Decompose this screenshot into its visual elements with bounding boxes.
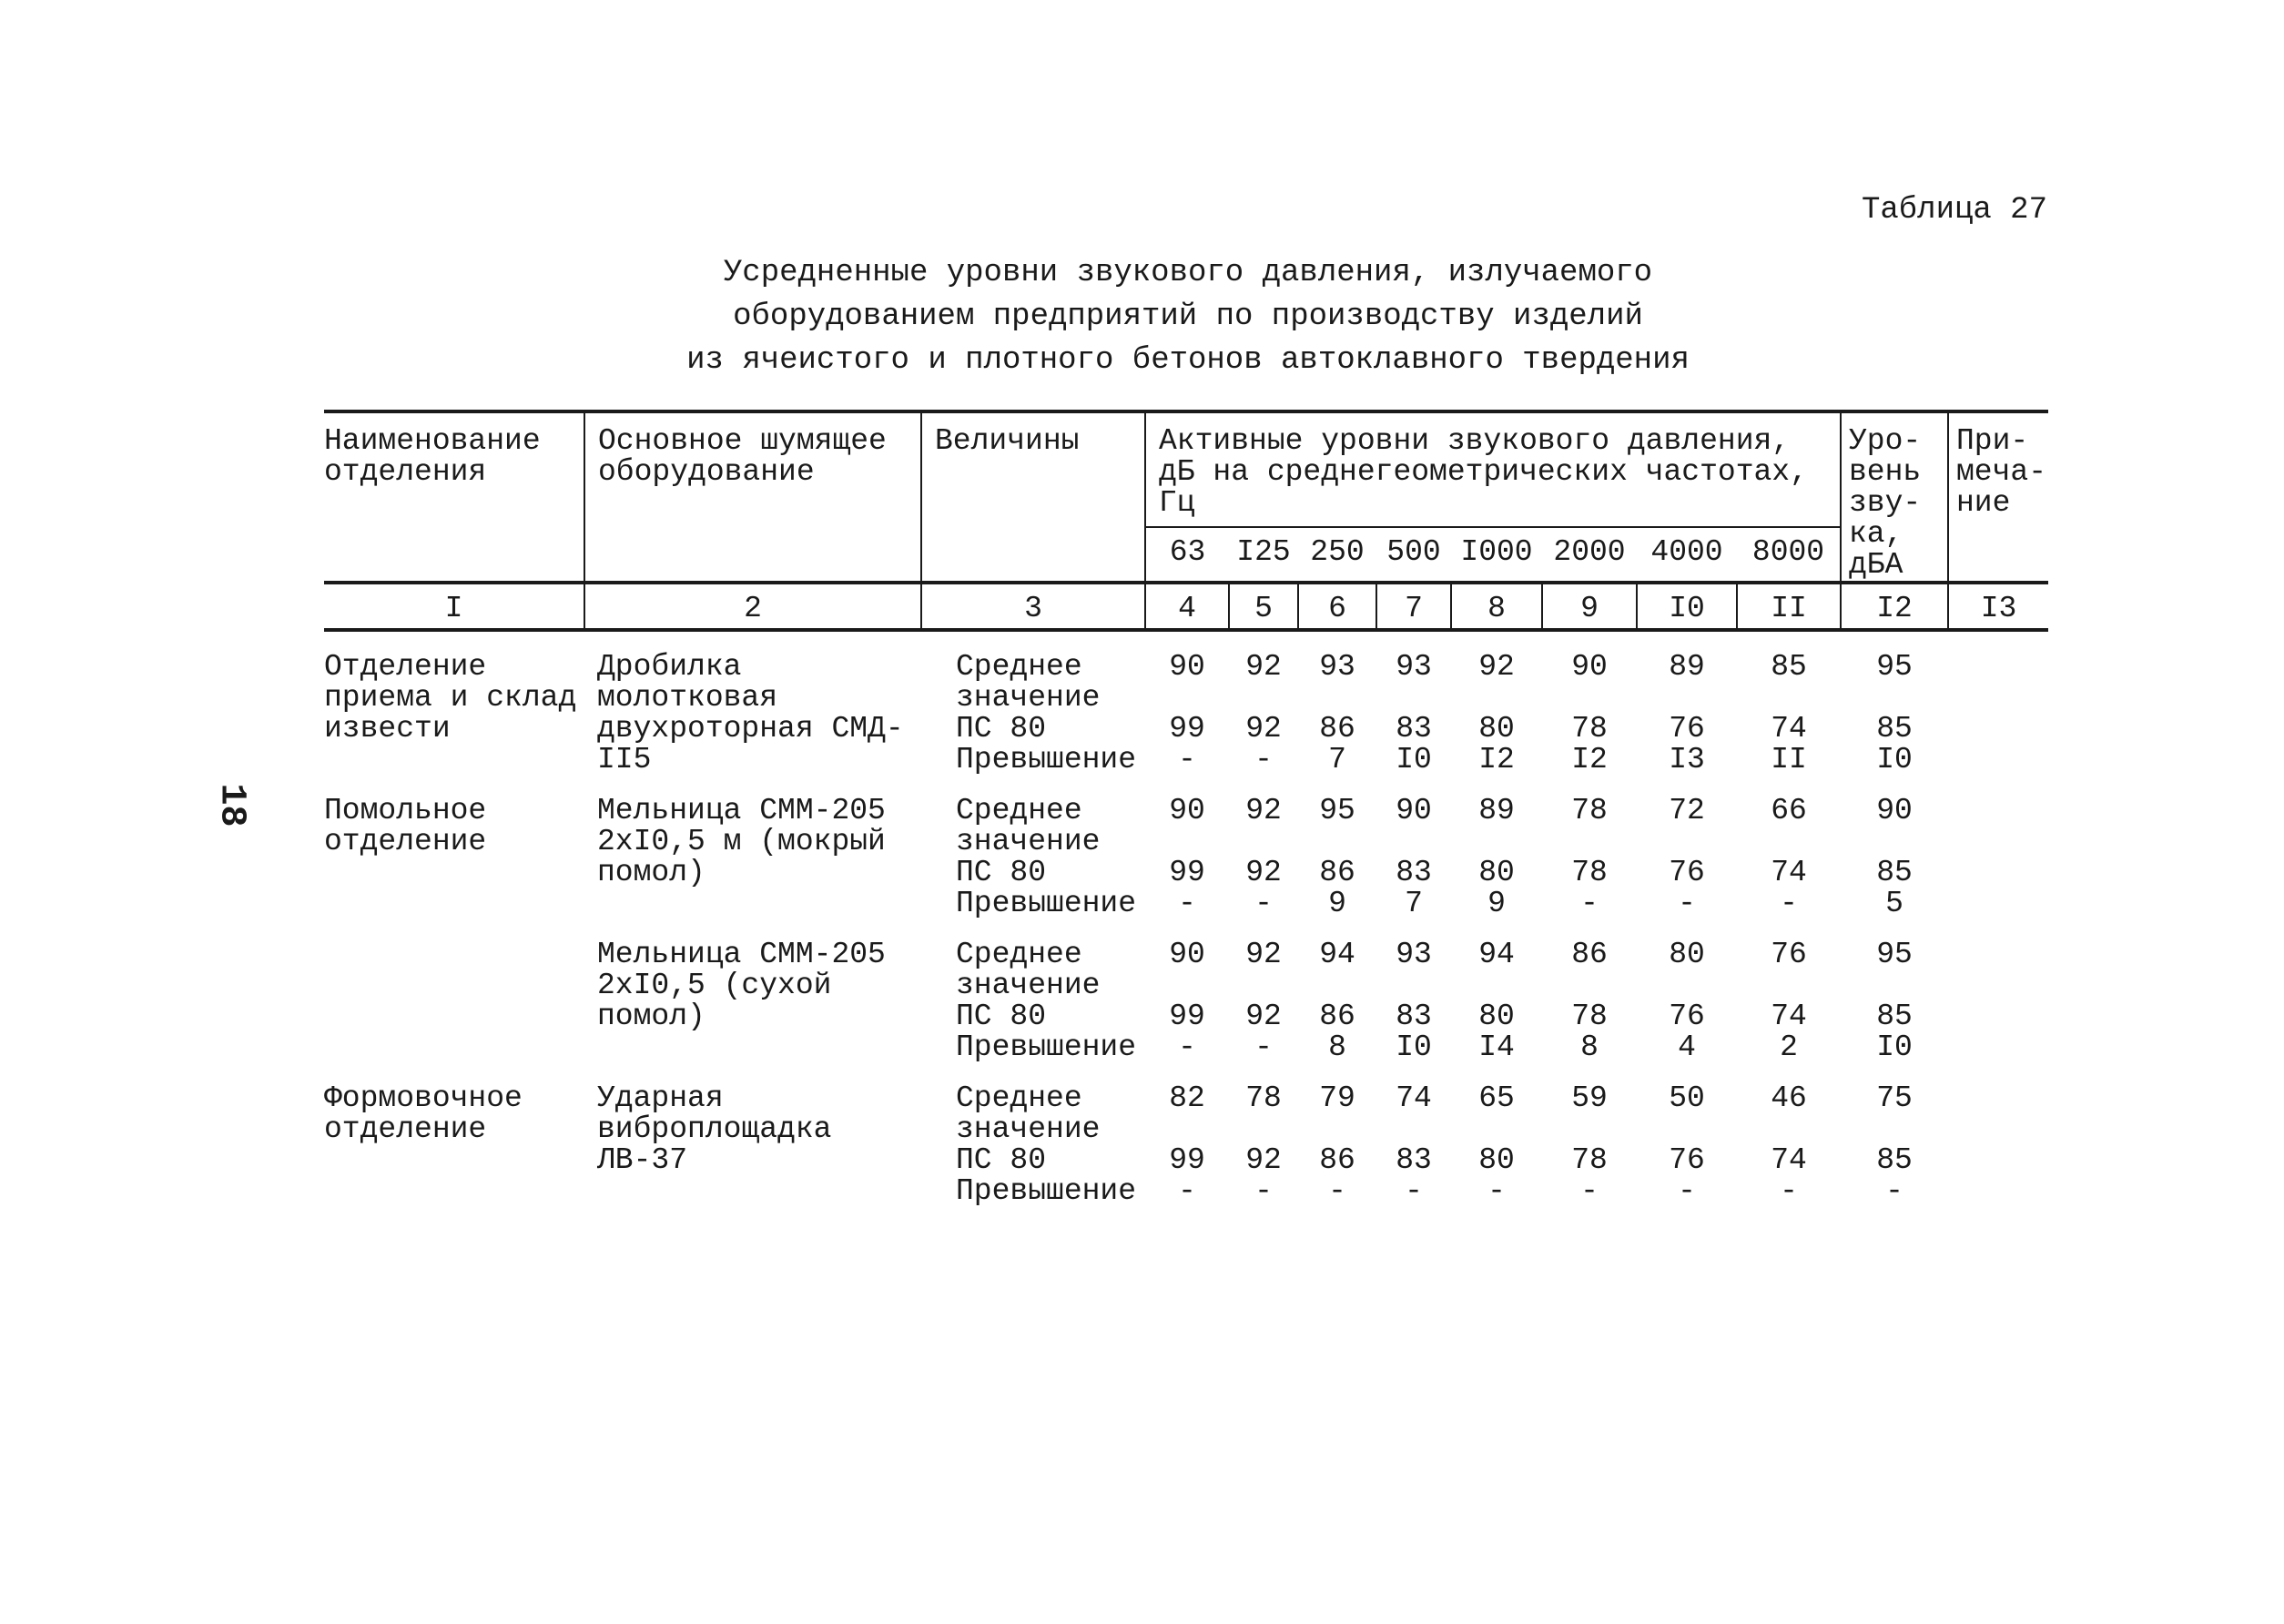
column-number: I2 bbox=[1841, 583, 1948, 630]
level-value: 59 bbox=[1571, 1081, 1608, 1115]
level-value: 95 bbox=[1319, 794, 1355, 827]
level-value: 92 bbox=[1245, 794, 1282, 827]
equipment-name: Ударная виброплощадка ЛВ-37 bbox=[597, 1081, 832, 1177]
level-value: 94 bbox=[1478, 938, 1515, 971]
level-value: - bbox=[1254, 1030, 1273, 1064]
sound-level-value: I0 bbox=[1876, 1030, 1913, 1064]
quantity-label: Среднее значение bbox=[956, 794, 1101, 858]
level-value: - bbox=[1254, 1174, 1273, 1208]
note-cell bbox=[1948, 1176, 2048, 1207]
column-number: I0 bbox=[1637, 583, 1737, 630]
level-value: I0 bbox=[1396, 1030, 1432, 1064]
quantity-label: ПС 80 bbox=[956, 1000, 1047, 1033]
note-cell bbox=[1948, 1145, 2048, 1176]
quantity-label: Превышение bbox=[956, 1030, 1137, 1064]
level-value: 92 bbox=[1478, 650, 1515, 684]
table-row bbox=[324, 939, 2048, 1001]
level-value: 94 bbox=[1319, 938, 1355, 971]
level-value: 92 bbox=[1245, 938, 1282, 971]
quantity-label: Среднее значение bbox=[956, 650, 1101, 715]
column-number: I3 bbox=[1948, 583, 2048, 630]
column-number-row bbox=[324, 583, 2048, 630]
level-value: 8 bbox=[1328, 1030, 1346, 1064]
header-quantity: Величины bbox=[921, 411, 1145, 583]
level-value: I2 bbox=[1478, 743, 1515, 776]
sound-level-value: 95 bbox=[1876, 650, 1913, 684]
frequency-header: 63 bbox=[1145, 527, 1229, 583]
frequency-header: I25 bbox=[1229, 527, 1298, 583]
level-value: 79 bbox=[1319, 1081, 1355, 1115]
level-value: 99 bbox=[1169, 856, 1205, 889]
level-value: - bbox=[1254, 743, 1273, 776]
level-value: 86 bbox=[1319, 1143, 1355, 1177]
level-value: 78 bbox=[1571, 794, 1608, 827]
column-number: 8 bbox=[1451, 583, 1542, 630]
quantity-label: Превышение bbox=[956, 743, 1137, 776]
level-value: II bbox=[1771, 743, 1807, 776]
level-value: 78 bbox=[1571, 856, 1608, 889]
level-value: 90 bbox=[1169, 794, 1205, 827]
frequency-header: 8000 bbox=[1737, 527, 1841, 583]
level-value: 93 bbox=[1396, 938, 1432, 971]
department-name: Помольное отделение bbox=[324, 794, 487, 858]
quantity-label: Среднее значение bbox=[956, 938, 1101, 1002]
level-value: 7 bbox=[1405, 887, 1423, 920]
level-value: 76 bbox=[1669, 1143, 1705, 1177]
table-body bbox=[324, 630, 2048, 1227]
level-value: 99 bbox=[1169, 712, 1205, 746]
level-value: - bbox=[1178, 887, 1196, 920]
level-value: 83 bbox=[1396, 1000, 1432, 1033]
quantity-label: ПС 80 bbox=[956, 712, 1047, 746]
department-name bbox=[324, 939, 584, 1063]
column-number: 3 bbox=[921, 583, 1145, 630]
level-value: 92 bbox=[1245, 1143, 1282, 1177]
level-value: 80 bbox=[1478, 1143, 1515, 1177]
header-notes: При-меча-ние bbox=[1948, 411, 2048, 583]
level-value: 92 bbox=[1245, 1000, 1282, 1033]
level-value: 74 bbox=[1771, 856, 1807, 889]
frequency-header: I000 bbox=[1451, 527, 1542, 583]
level-value: - bbox=[1254, 887, 1273, 920]
frequency-header: 250 bbox=[1298, 527, 1376, 583]
level-value: 66 bbox=[1771, 794, 1807, 827]
header-department: Наименование отделения bbox=[324, 411, 584, 583]
noise-levels-table bbox=[324, 410, 2048, 1227]
level-value: - bbox=[1780, 1174, 1798, 1208]
level-value: 99 bbox=[1169, 1000, 1205, 1033]
header-sound-level: Уро-вень зву-ка, дБА bbox=[1841, 411, 1948, 583]
note-cell bbox=[1948, 939, 2048, 1001]
title-line: из ячеистого и плотного бетонов автоклавного твердения bbox=[686, 343, 1690, 378]
note-cell bbox=[1948, 652, 2048, 714]
level-value: 76 bbox=[1771, 938, 1807, 971]
level-value: - bbox=[1780, 887, 1798, 920]
sound-level-value: 5 bbox=[1885, 887, 1903, 920]
level-value: 72 bbox=[1669, 794, 1705, 827]
level-value: 92 bbox=[1245, 712, 1282, 746]
sound-level-value: I0 bbox=[1876, 743, 1913, 776]
note-cell bbox=[1948, 888, 2048, 919]
frequency-header: 2000 bbox=[1542, 527, 1637, 583]
equipment-name: Мельница СММ-205 2хI0,5 (сухой помол) bbox=[597, 938, 886, 1033]
frequency-header: 4000 bbox=[1637, 527, 1737, 583]
note-cell bbox=[1948, 714, 2048, 745]
level-value: 9 bbox=[1328, 887, 1346, 920]
column-number: 9 bbox=[1542, 583, 1637, 630]
quantity-label: ПС 80 bbox=[956, 1143, 1047, 1177]
column-number: 7 bbox=[1376, 583, 1451, 630]
level-value: 2 bbox=[1780, 1030, 1798, 1064]
note-cell bbox=[1948, 858, 2048, 888]
level-value: 80 bbox=[1669, 938, 1705, 971]
level-value: 4 bbox=[1678, 1030, 1696, 1064]
level-value: 76 bbox=[1669, 1000, 1705, 1033]
sound-level-value: 85 bbox=[1876, 712, 1913, 746]
equipment-name: Мельница СММ-205 2хI0,5 м (мокрый помол) bbox=[597, 794, 886, 889]
department-name: Отделение приема и склад извести bbox=[324, 650, 577, 746]
level-value: 50 bbox=[1669, 1081, 1705, 1115]
level-value: - bbox=[1178, 1030, 1196, 1064]
level-value: 74 bbox=[1396, 1081, 1432, 1115]
header-equipment: Основное шумящее оборудование bbox=[584, 411, 921, 583]
sound-level-value: 85 bbox=[1876, 1000, 1913, 1033]
level-value: 86 bbox=[1319, 856, 1355, 889]
sound-level-value: 75 bbox=[1876, 1081, 1913, 1115]
level-value: 74 bbox=[1771, 712, 1807, 746]
level-value: 89 bbox=[1669, 650, 1705, 684]
column-number: 4 bbox=[1145, 583, 1229, 630]
level-value: 80 bbox=[1478, 1000, 1515, 1033]
quantity-label: Превышение bbox=[956, 887, 1137, 920]
sound-level-value: 90 bbox=[1876, 794, 1913, 827]
level-value: 90 bbox=[1169, 650, 1205, 684]
level-value: 76 bbox=[1669, 856, 1705, 889]
level-value: 78 bbox=[1571, 712, 1608, 746]
level-value: - bbox=[1178, 743, 1196, 776]
level-value: 82 bbox=[1169, 1081, 1205, 1115]
level-value: I2 bbox=[1571, 743, 1608, 776]
sound-level-value: - bbox=[1885, 1174, 1903, 1208]
level-value: 76 bbox=[1669, 712, 1705, 746]
column-number: II bbox=[1737, 583, 1841, 630]
quantity-label: ПС 80 bbox=[956, 856, 1047, 889]
level-value: I4 bbox=[1478, 1030, 1515, 1064]
level-value: - bbox=[1178, 1174, 1196, 1208]
sound-level-value: 85 bbox=[1876, 856, 1913, 889]
level-value: 83 bbox=[1396, 856, 1432, 889]
level-value: 99 bbox=[1169, 1143, 1205, 1177]
table-row bbox=[324, 796, 2048, 858]
level-value: 83 bbox=[1396, 712, 1432, 746]
level-value: - bbox=[1678, 887, 1696, 920]
level-value: - bbox=[1487, 1174, 1506, 1208]
level-value: 92 bbox=[1245, 650, 1282, 684]
note-cell bbox=[1948, 1001, 2048, 1032]
level-value: 85 bbox=[1771, 650, 1807, 684]
column-number: 6 bbox=[1298, 583, 1376, 630]
level-value: 86 bbox=[1319, 712, 1355, 746]
sound-level-value: 95 bbox=[1876, 938, 1913, 971]
level-value: - bbox=[1328, 1174, 1346, 1208]
column-number: I bbox=[324, 583, 584, 630]
level-value: 74 bbox=[1771, 1143, 1807, 1177]
level-value: 93 bbox=[1319, 650, 1355, 684]
note-cell bbox=[1948, 745, 2048, 776]
level-value: 92 bbox=[1245, 856, 1282, 889]
level-value: 80 bbox=[1478, 712, 1515, 746]
level-value: 89 bbox=[1478, 794, 1515, 827]
level-value: - bbox=[1580, 1174, 1599, 1208]
table-row bbox=[324, 1083, 2048, 1145]
department-name: Формовочное отделение bbox=[324, 1081, 523, 1146]
level-value: 78 bbox=[1245, 1081, 1282, 1115]
note-cell bbox=[1948, 796, 2048, 858]
level-value: 74 bbox=[1771, 1000, 1807, 1033]
quantity-label: Превышение bbox=[956, 1174, 1137, 1208]
level-value: 93 bbox=[1396, 650, 1432, 684]
level-value: I3 bbox=[1669, 743, 1705, 776]
quantity-label: Среднее значение bbox=[956, 1081, 1101, 1146]
level-value: - bbox=[1678, 1174, 1696, 1208]
equipment-name: Дробилка молотковая двухроторная СМД-II5 bbox=[597, 650, 904, 776]
level-value: 90 bbox=[1169, 938, 1205, 971]
level-value: I0 bbox=[1396, 743, 1432, 776]
level-value: - bbox=[1405, 1174, 1423, 1208]
level-value: 86 bbox=[1319, 1000, 1355, 1033]
sound-level-value: 85 bbox=[1876, 1143, 1913, 1177]
level-value: 83 bbox=[1396, 1143, 1432, 1177]
level-value: 86 bbox=[1571, 938, 1608, 971]
title-line: Усредненные уровни звукового давления, излучаемого bbox=[723, 256, 1653, 290]
table-row bbox=[324, 652, 2048, 714]
level-value: 46 bbox=[1771, 1081, 1807, 1115]
title-line: оборудованием предприятий по производству изделий bbox=[733, 299, 1643, 334]
level-value: 8 bbox=[1580, 1030, 1599, 1064]
frequency-header: 500 bbox=[1376, 527, 1451, 583]
level-value: 9 bbox=[1487, 887, 1506, 920]
table-title bbox=[583, 251, 1793, 382]
level-value: - bbox=[1580, 887, 1599, 920]
column-number: 2 bbox=[584, 583, 921, 630]
column-number: 5 bbox=[1229, 583, 1298, 630]
table-label: Таблица 27 bbox=[1861, 193, 2047, 228]
level-value: 78 bbox=[1571, 1143, 1608, 1177]
header-active-levels: Активные уровни звукового давления, дБ на среднегеометрических частотах, Гц bbox=[1145, 411, 1841, 527]
note-cell bbox=[1948, 1083, 2048, 1145]
note-cell bbox=[1948, 1032, 2048, 1063]
level-value: 65 bbox=[1478, 1081, 1515, 1115]
level-value: 78 bbox=[1571, 1000, 1608, 1033]
page-number: 18 bbox=[210, 783, 252, 827]
level-value: 90 bbox=[1571, 650, 1608, 684]
level-value: 7 bbox=[1328, 743, 1346, 776]
level-value: 90 bbox=[1396, 794, 1432, 827]
level-value: 80 bbox=[1478, 856, 1515, 889]
